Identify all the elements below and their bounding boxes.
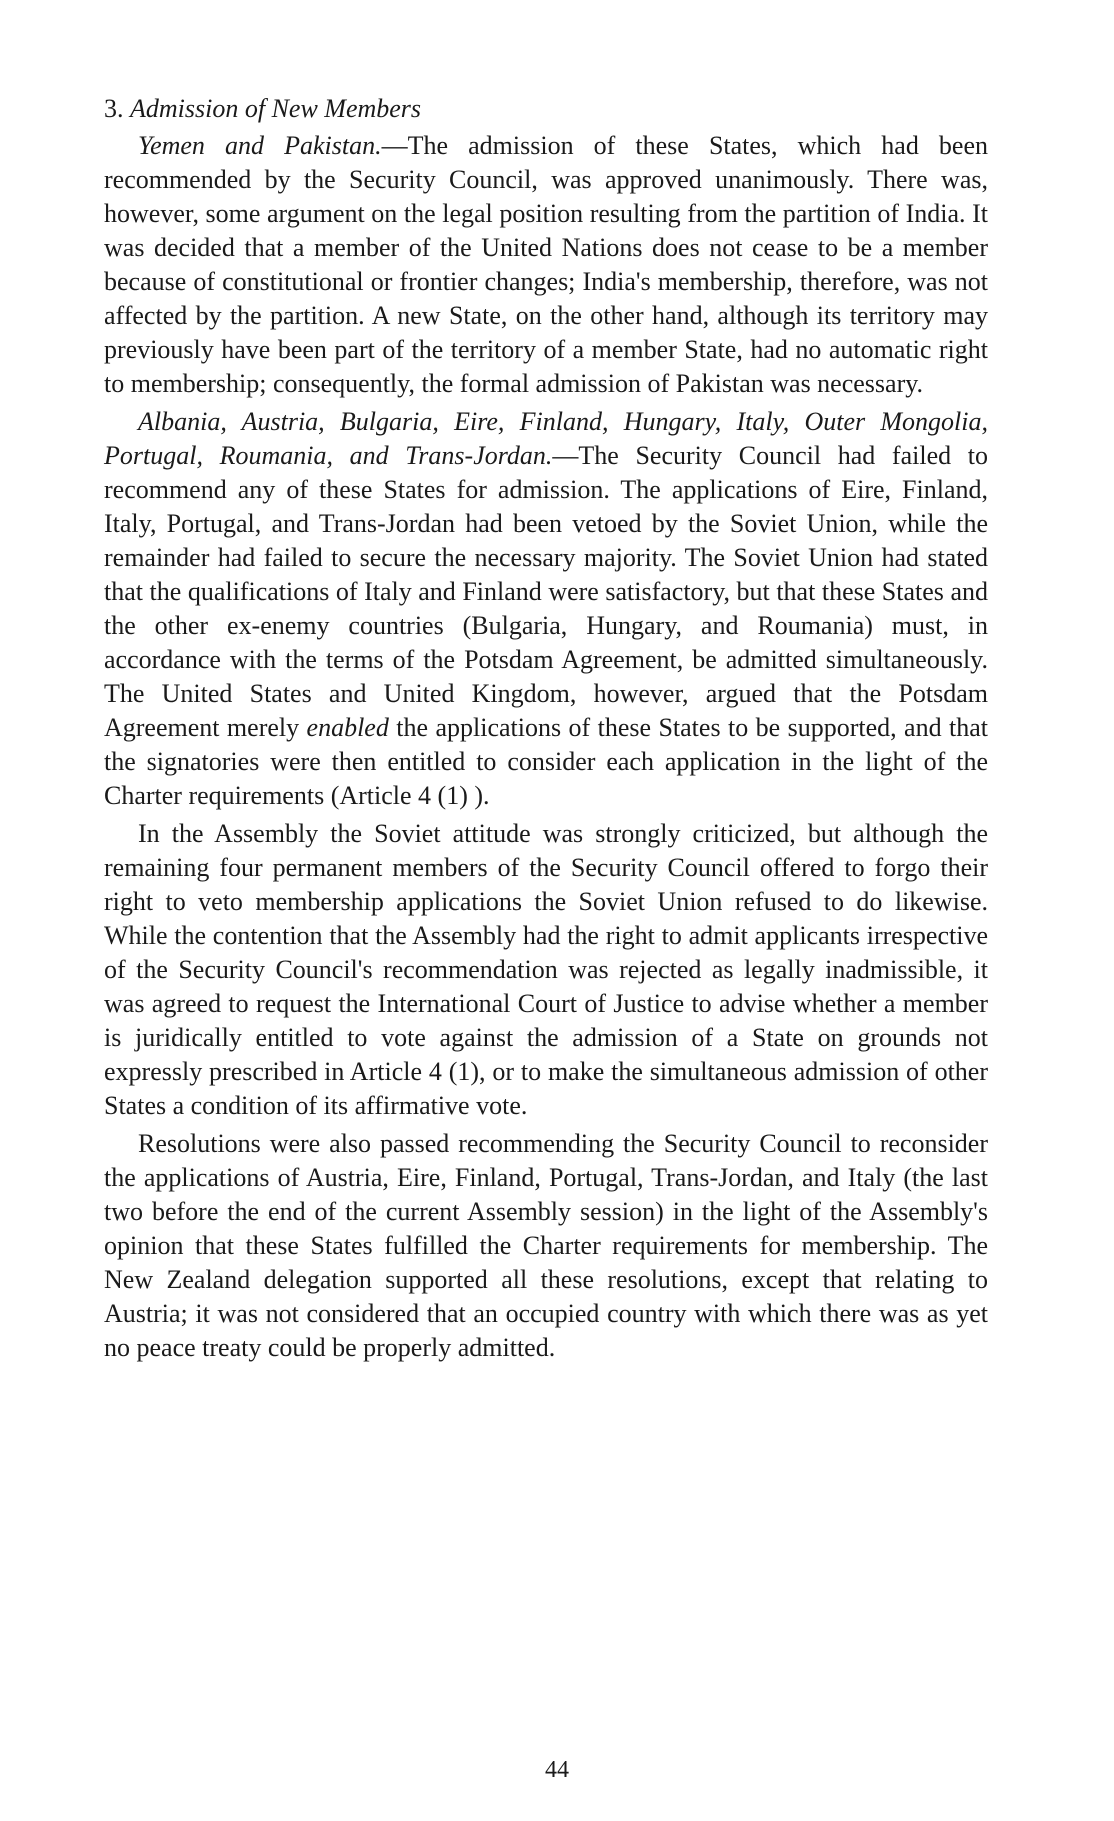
paragraph-text: —The admission of these States, which had been recommended by the Security Council, was approved unanimously. There was, however, some argument on the legal position resulting from the partition of India. It was decided that a member of the United Nations does not cease to be a member because of constitutional or frontier changes; India's membership, therefore, was not affected by the partition. A new State, on the other hand, although its territory may previously have been part of the territory of a member State, had no automatic right to membership; consequently, the formal admission of Pakistan was necessary. (104, 131, 988, 398)
paragraph-assembly-attitude (104, 817, 988, 1123)
paragraph-lead: Albania, Austria, Bulgaria, Eire, Finland, Hungary, Italy, Outer Mongolia, Portugal, Roumania, and Trans-Jordan. (104, 407, 988, 470)
paragraph-resolutions (104, 1127, 988, 1365)
page-number: 44 (545, 1757, 569, 1783)
paragraph-text: In the Assembly the Soviet attitude was strongly criticized, but although the remaining four permanent members of the Security Council offered to forgo their right to veto membership applications the Soviet Union refused to do likewise. While the contention that the Assembly had the right to admit applicants irrespective of the Security Council's recommendation was rejected as legally inadmissible, it was agreed to request the International Court of Justice to advise whether a member is juridically entitled to vote against the admission of a State on grounds not expressly prescribed in Article 4 (1), or to make the simultaneous admission of other States a condition of its affirmative vote. (104, 819, 988, 1120)
paragraph-applicant-states (104, 405, 988, 813)
section-heading (104, 92, 988, 126)
paragraph-lead: Yemen and Pakistan. (138, 131, 382, 160)
paragraph-text: Resolutions were also passed recommending the Security Council to reconsider the applications of Austria, Eire, Finland, Portugal, Trans-Jordan, and Italy (the last two before the end of the current Assembly session) in the light of the Assembly's opinion that these States fulfilled the Charter requirements for membership. The New Zealand delegation supported all these resolutions, except that relating to Austria; it was not considered that an occupied country with which there was as yet no peace treaty could be properly admitted. (104, 1129, 988, 1362)
section-number: 3. (104, 94, 124, 123)
paragraph-text: the applications of these States to be supported, and that the signatories were then entitled to consider each application in the light of the Charter requirements (Article 4 (1) ). (104, 713, 989, 810)
paragraph-yemen-pakistan (104, 129, 988, 401)
paragraph-text: —The Security Council had failed to recommend any of these States for admission. The applications of Eire, Finland, Italy, Portugal, and Trans-Jordan had been vetoed by the Soviet Union, while the remainder had failed to secure the necessary majority. The Soviet Union had stated that the qualifications of Italy and Finland were satisfactory, but that these States and the other ex-enemy countries (Bulgaria, Hungary, and Roumania) must, in accordance with the terms of the Potsdam Agreement, be admitted simultaneously. The United States and United Kingdom, however, argued that the Potsdam Agreement merely (104, 441, 988, 742)
emphasis-word: enabled (306, 713, 389, 742)
document-page (104, 92, 988, 1365)
section-title: Admission of New Members (130, 94, 422, 123)
